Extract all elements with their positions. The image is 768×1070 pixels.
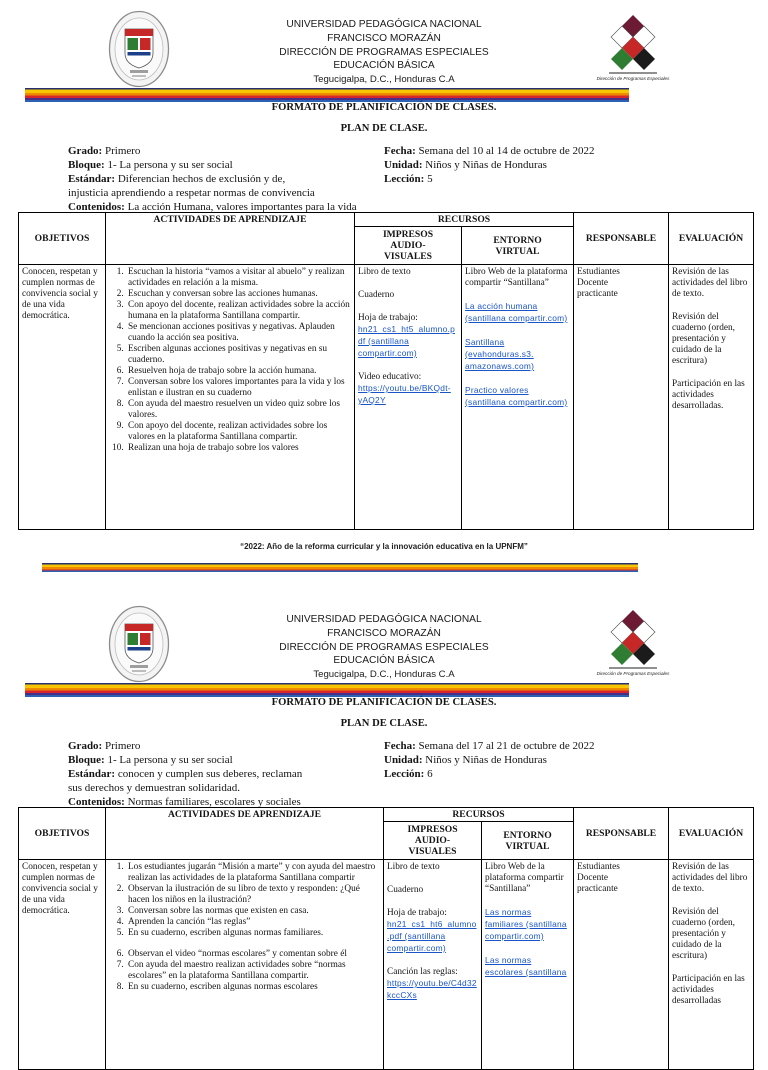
institution-header — [233, 613, 535, 682]
diamond-logo-graphic — [596, 12, 670, 84]
bloque-label: Bloque: — [68, 159, 105, 171]
plan-title: PLAN DE CLASE. — [340, 123, 428, 134]
leccion-label: Lección: — [384, 768, 425, 780]
worksheet-label: Hoja de trabajo: — [387, 908, 447, 918]
evaluacion-item: Revisión del cuaderno (orden, presentación y cuidado de la escritura) — [672, 312, 735, 366]
activity-item: 1. Los estudiantes jugarán “Misión a marte” y con ayuda del maestro realizan las actividades de la plataforma Santillana compartir — [126, 862, 380, 884]
responsable-text: Estudiantes Docente practicante — [577, 862, 620, 894]
grado-value: Primero — [104, 145, 141, 157]
grado-value: Primero — [104, 740, 141, 752]
location: Tegucigalpa, D.C., Honduras C.A — [313, 669, 455, 681]
activity-item: 5. En su cuaderno, escriben algunas normas familiares. — [126, 928, 380, 939]
entorno-intro: Libro Web de la plataforma compartir “Santillana” — [465, 267, 568, 288]
actividades-header: ACTIVIDADES DE APRENDIZAJE — [106, 808, 384, 860]
objetivos-cell — [19, 860, 106, 1070]
estandar-line-2: sus derechos y demuestran solidaridad. — [68, 782, 240, 794]
estandar-value: Diferencian hechos de exclusión y de, — [117, 173, 286, 185]
entorno-link-block — [485, 955, 570, 979]
bloque-label: Bloque: — [68, 754, 105, 766]
entorno-link-block — [465, 301, 570, 325]
grado-label: Grado: — [68, 740, 103, 752]
lesson-info-right — [384, 144, 684, 186]
activity-item: 2. Observan la ilustración de su libro de texto y responden: ¿Qué hacen los niños en la ilustración? — [126, 884, 380, 906]
libro-texto: Libro de texto — [387, 862, 440, 872]
song-label: Canción las reglas: — [387, 967, 458, 977]
objetivos-header: OBJETIVOS — [19, 213, 106, 265]
plan-title: PLAN DE CLASE. — [340, 718, 428, 729]
activity-item: 3. Con apoyo del docente, realizan actividades sobre la acción humana en la plataforma Santillana compartir. — [126, 300, 351, 322]
fecha-label: Fecha: — [384, 145, 416, 157]
grado-line — [68, 739, 378, 753]
estandar-label: Estándar: — [68, 768, 116, 780]
footer-color-band — [42, 563, 638, 572]
cuaderno: Cuaderno — [387, 885, 424, 895]
diamond-logo-graphic — [596, 607, 670, 679]
university-seal-logo — [108, 10, 170, 88]
activity-item: 3. Conversan sobre las normas que existen en casa. — [126, 906, 380, 917]
entorno-header — [482, 822, 574, 860]
activity-item: 8. Con ayuda del maestro resuelven un video quiz sobre los valores. — [126, 399, 351, 421]
song-video-link[interactable]: https://youtu.be/C4d32kccCXs — [387, 978, 477, 1000]
worksheet-link[interactable]: hn21_cs1_ht6_alumno.pdf (santillana compartir.com) — [387, 919, 477, 953]
seal-graphic — [108, 605, 170, 683]
evaluacion-item: Revisión del cuaderno (orden, presentación y cuidado de la escritura) — [672, 907, 735, 961]
leccion-line — [384, 767, 684, 781]
worksheet-label: Hoja de trabajo: — [358, 313, 418, 323]
worksheet-link[interactable]: hn21_cs1_ht5_alumno.pdf (santillana compartir.com) — [358, 324, 455, 358]
lesson-info-right — [384, 739, 684, 781]
entorno-link[interactable]: Practico valores (santillana compartir.com) — [465, 385, 568, 407]
activities-list — [109, 267, 351, 454]
header-color-band — [25, 88, 629, 102]
actividades-cell — [106, 860, 384, 1070]
impresos-header — [384, 822, 482, 860]
activity-item: 6. Observan el video “normas escolares” y comentan sobre él — [126, 949, 380, 960]
evaluacion-item: Revisión de las actividades del libro de texto. — [672, 267, 748, 299]
responsable-header: RESPONSABLE — [574, 213, 669, 265]
grado-line — [68, 144, 378, 158]
fecha-line — [384, 739, 684, 753]
program-name: EDUCACIÓN BÁSICA — [333, 60, 435, 72]
estandar-value: conocen y cumplen sus deberes, reclaman — [117, 768, 303, 780]
program-name: EDUCACIÓN BÁSICA — [333, 655, 435, 667]
programas-especiales-logo — [596, 12, 670, 84]
entorno-link-block — [485, 907, 570, 943]
fecha-value: Semana del 10 al 14 de octubre de 2022 — [418, 145, 595, 157]
activity-item: 5. Escriben algunas acciones positivas y negativas en su cuaderno. — [126, 344, 351, 366]
contenidos-value: Normas familiares, escolares y sociales — [127, 796, 301, 808]
bloque-value: 1- La persona y su ser social — [107, 159, 233, 171]
impresos-header-text: IMPRESOS AUDIO-VISUALES — [382, 229, 434, 262]
unidad-value: Niños y Niñas de Honduras — [425, 159, 547, 171]
estandar-line — [68, 767, 378, 781]
logo-caption: Dirección de Programas Especiales — [596, 671, 670, 676]
location: Tegucigalpa, D.C., Honduras C.A — [313, 74, 455, 86]
programas-especiales-logo — [596, 607, 670, 679]
university-name: UNIVERSIDAD PEDAGÓGICA NACIONAL — [286, 614, 482, 625]
table-row — [19, 265, 754, 530]
entorno-link[interactable]: Las normas familiares (santillana compartir.com) — [485, 907, 567, 941]
actividades-header: ACTIVIDADES DE APRENDIZAJE — [106, 213, 355, 265]
leccion-value: 6 — [427, 768, 433, 780]
activity-item: 10. Realizan una hoja de trabajo sobre los valores — [126, 443, 351, 454]
video-label: Video educativo: — [358, 372, 422, 382]
form-title: FORMATO DE PLANIFICACIÓN DE CLASES. — [271, 102, 497, 113]
lesson-info-left — [68, 739, 378, 809]
department-name: DIRECCIÓN DE PROGRAMAS ESPECIALES — [279, 46, 489, 58]
responsable-text: Estudiantes Docente practicante — [577, 267, 620, 299]
unidad-line — [384, 753, 684, 767]
department-name: DIRECCIÓN DE PROGRAMAS ESPECIALES — [279, 641, 489, 653]
unidad-label: Unidad: — [384, 754, 423, 766]
responsable-cell — [574, 860, 669, 1070]
bloque-line — [68, 158, 378, 172]
leccion-value: 5 — [427, 173, 433, 185]
institution-header — [233, 18, 535, 87]
estandar-line-2: injusticia aprendiendo a respetar normas de convivencia — [68, 187, 315, 199]
logo-caption: Dirección de Programas Especiales — [596, 76, 670, 81]
evaluacion-item: Revisión de las actividades del libro de texto. — [672, 862, 748, 894]
entorno-cell — [462, 265, 574, 530]
footer-quote: “2022: Año de la reforma curricular y la innovación educativa en la UPNFM” — [240, 542, 528, 551]
responsable-cell — [574, 265, 669, 530]
fecha-line — [384, 144, 684, 158]
evaluacion-header: EVALUACIÓN — [669, 808, 754, 860]
activities-list — [109, 862, 380, 993]
objetivo-text: Conocen, respetan y cumplen normas de convivencia social y de una vida democrática. — [22, 862, 98, 916]
fecha-label: Fecha: — [384, 740, 416, 752]
university-name: UNIVERSIDAD PEDAGÓGICA NACIONAL — [286, 19, 482, 30]
evaluacion-item: Participación en las actividades desarrolladas. — [672, 379, 745, 411]
worksheet-block — [358, 313, 458, 360]
activity-item: 1. Escuchan la historia “vamos a visitar al abuelo” y realizan actividades en relación a la misma. — [126, 267, 351, 289]
activity-item: 6. Resuelven hoja de trabajo sobre la acción humana. — [126, 366, 351, 377]
worksheet-block — [387, 908, 478, 955]
university-name-2: FRANCISCO MORAZÁN — [327, 627, 441, 639]
entorno-header-text: ENTORNO VIRTUAL — [503, 829, 552, 852]
form-title: FORMATO DE PLANIFICACIÓN DE CLASES. — [271, 697, 497, 708]
libro-texto: Libro de texto — [358, 267, 411, 277]
leccion-line — [384, 172, 684, 186]
bloque-value: 1- La persona y su ser social — [107, 754, 233, 766]
fecha-value: Semana del 17 al 21 de octubre de 2022 — [418, 740, 595, 752]
entorno-header-text: ENTORNO VIRTUAL — [493, 234, 542, 257]
recursos-header: RECURSOS — [384, 808, 574, 822]
estandar-label: Estándar: — [68, 173, 116, 185]
entorno-link[interactable]: La acción humana (santillana compartir.com) — [465, 301, 568, 323]
activity-item: 8. En su cuaderno, escriben algunas normas escolares — [126, 982, 380, 993]
evaluacion-cell — [669, 265, 754, 530]
table-header-row — [19, 213, 754, 227]
activity-item: 4. Se mencionan acciones positivas y negativas. Aplauden cuando la acción sea positiva. — [126, 322, 351, 344]
activity-item: 7. Conversan sobre los valores importantes para la vida y los enlistan e ilustran en su cuaderno — [126, 377, 351, 399]
lesson-plan-page-2 — [0, 595, 768, 1024]
unidad-value: Niños y Niñas de Honduras — [425, 754, 547, 766]
estandar-line — [68, 172, 378, 186]
cuaderno: Cuaderno — [358, 290, 395, 300]
actividades-cell — [106, 265, 355, 530]
grado-label: Grado: — [68, 145, 103, 157]
bloque-line — [68, 753, 378, 767]
lesson-info-left — [68, 144, 378, 214]
contenidos-label: Contenidos: — [68, 796, 125, 808]
unidad-label: Unidad: — [384, 159, 423, 171]
table-header-row — [19, 808, 754, 822]
lesson-plan-table — [18, 212, 754, 530]
entorno-intro: Libro Web de la plataforma compartir “Santillana” — [485, 862, 564, 894]
entorno-link-block — [465, 337, 570, 373]
entorno-cell — [482, 860, 574, 1070]
lesson-plan-table — [18, 807, 754, 1070]
contenidos-value: La acción Humana, valores importantes para la vida — [127, 201, 357, 213]
impresos-cell — [384, 860, 482, 1070]
impresos-header — [355, 227, 462, 265]
song-block — [387, 967, 478, 1002]
evaluacion-cell — [669, 860, 754, 1070]
objetivos-cell — [19, 265, 106, 530]
entorno-link[interactable]: Las normas escolares (santillana — [485, 955, 567, 977]
header-color-band — [25, 683, 629, 697]
activity-item: 4. Aprenden la canción “las reglas” — [126, 917, 380, 928]
university-name-2: FRANCISCO MORAZÁN — [327, 32, 441, 44]
activity-item: 9. Con apoyo del docente, realizan actividades sobre los valores en la plataforma Santillana compartir. — [126, 421, 351, 443]
seal-graphic — [108, 10, 170, 88]
activity-item: 2. Escuchan y conversan sobre las acciones humanas. — [126, 289, 351, 300]
unidad-line — [384, 158, 684, 172]
leccion-label: Lección: — [384, 173, 425, 185]
evaluacion-item: Participación en las actividades desarrolladas — [672, 974, 745, 1006]
impresos-cell — [355, 265, 462, 530]
university-seal-logo — [108, 605, 170, 683]
evaluacion-header: EVALUACIÓN — [669, 213, 754, 265]
entorno-link-block — [465, 385, 570, 409]
impresos-header-text: IMPRESOS AUDIO-VISUALES — [407, 824, 458, 857]
responsable-header: RESPONSABLE — [574, 808, 669, 860]
recursos-header: RECURSOS — [355, 213, 574, 227]
video-link[interactable]: https://youtu.be/BKQdt-yAQ2Y — [358, 383, 451, 405]
video-block — [358, 372, 458, 407]
contenidos-label: Contenidos: — [68, 201, 125, 213]
table-row — [19, 860, 754, 1070]
entorno-header — [462, 227, 574, 265]
objetivo-text: Conocen, respetan y cumplen normas de convivencia social y de una vida democrática. — [22, 267, 98, 321]
entorno-link[interactable]: Santillana (evahonduras.s3. amazonaws.com) — [465, 337, 535, 371]
objetivos-header: OBJETIVOS — [19, 808, 106, 860]
activity-item: 7. Con ayuda del maestro realizan actividades sobre “normas escolares” en la plataforma Santillana compartir. — [126, 960, 380, 982]
